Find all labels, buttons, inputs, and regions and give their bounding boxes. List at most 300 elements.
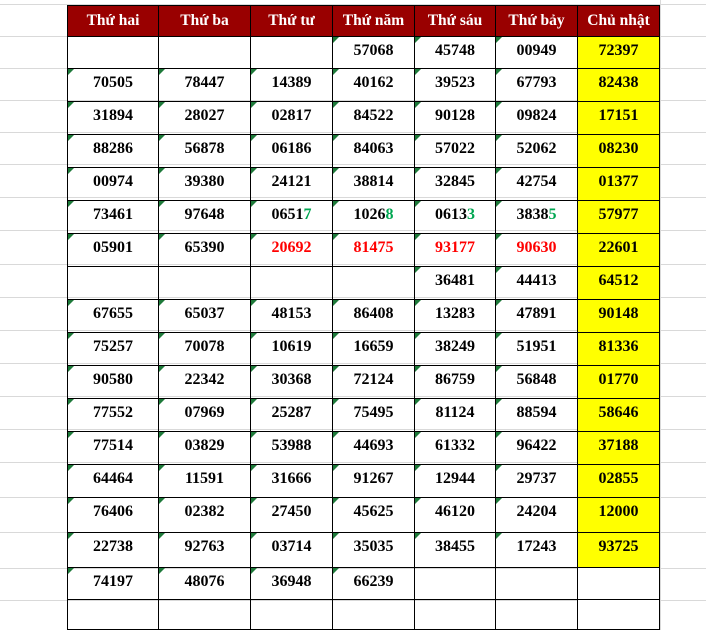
cell-value: 03714 xyxy=(271,538,312,555)
column-header-thu-sau[interactable]: Thứ sáu xyxy=(415,6,496,37)
cell-comment-flag-icon xyxy=(496,135,502,141)
cell-value: 22342 xyxy=(184,371,225,388)
table-cell[interactable] xyxy=(251,267,333,300)
cell-value: 17243 xyxy=(516,538,557,555)
cell-value: 67793 xyxy=(516,74,557,91)
cell-value: 78447 xyxy=(184,74,225,91)
table-cell[interactable] xyxy=(159,234,251,267)
table-cell[interactable] xyxy=(251,600,333,630)
table-cell[interactable] xyxy=(251,432,333,465)
table-cell[interactable] xyxy=(333,498,415,533)
table-cell[interactable] xyxy=(159,168,251,201)
table-row xyxy=(68,135,660,168)
cell-comment-flag-icon xyxy=(333,135,339,141)
cell-comment-flag-icon xyxy=(68,102,74,108)
table-cell[interactable] xyxy=(159,465,251,498)
cell-value: 17151 xyxy=(598,107,639,124)
table-row xyxy=(68,201,660,234)
cell-value: 31894 xyxy=(93,107,133,124)
table-cell[interactable] xyxy=(159,498,251,533)
cell-comment-flag-icon xyxy=(159,300,165,306)
cell-value xyxy=(354,206,394,224)
table-cell[interactable] xyxy=(415,168,496,201)
cell-comment-flag-icon xyxy=(251,234,257,240)
cell-comment-flag-icon xyxy=(415,432,421,438)
cell-comment-flag-icon xyxy=(333,498,339,504)
cell-value: 48153 xyxy=(271,305,312,322)
cell-comment-flag-icon xyxy=(496,366,502,372)
table-cell[interactable] xyxy=(496,498,578,533)
cell-comment-flag-icon xyxy=(159,568,165,574)
column-header-thu-bay[interactable]: Thứ bảy xyxy=(496,6,578,37)
cell-comment-flag-icon xyxy=(159,399,165,405)
table-cell[interactable] xyxy=(251,498,333,533)
table-cell[interactable] xyxy=(333,102,415,135)
table-cell[interactable] xyxy=(159,300,251,333)
cell-value: 90128 xyxy=(435,107,475,124)
table-row xyxy=(68,234,660,267)
column-header-thu-ba[interactable]: Thứ ba xyxy=(159,6,251,37)
table-cell[interactable] xyxy=(251,37,333,69)
table-cell[interactable] xyxy=(415,399,496,432)
table-cell[interactable] xyxy=(333,69,415,102)
table-cell[interactable] xyxy=(415,102,496,135)
table-cell[interactable] xyxy=(68,102,159,135)
cell-value: 65037 xyxy=(184,305,225,322)
table-row xyxy=(68,432,660,465)
table-cell[interactable] xyxy=(159,102,251,135)
table-cell[interactable] xyxy=(415,568,496,600)
cell-value: 88594 xyxy=(516,404,557,421)
cell-comment-flag-icon xyxy=(333,234,339,240)
cell-value: 65390 xyxy=(184,239,225,256)
table-cell[interactable] xyxy=(159,600,251,630)
table-cell[interactable] xyxy=(578,69,660,102)
cell-value: 02382 xyxy=(184,503,225,520)
cell-comment-flag-icon xyxy=(496,465,502,471)
cell-comment-flag-icon xyxy=(496,234,502,240)
cell-comment-flag-icon xyxy=(251,533,257,539)
table-cell[interactable] xyxy=(333,267,415,300)
cell-value: 81336 xyxy=(598,338,639,355)
cell-value: 56848 xyxy=(516,371,557,388)
cell-value: 93177 xyxy=(435,239,475,256)
table-cell[interactable] xyxy=(578,37,660,69)
table-row xyxy=(68,533,660,568)
table-cell[interactable] xyxy=(68,399,159,432)
cell-comment-flag-icon xyxy=(415,267,421,273)
cell-comment-flag-icon xyxy=(333,102,339,108)
cell-value: 06186 xyxy=(271,140,312,157)
cell-value: 37188 xyxy=(598,437,639,454)
cell-comment-flag-icon xyxy=(159,135,165,141)
cell-value-last-digit: 7 xyxy=(303,206,312,223)
cell-comment-flag-icon xyxy=(333,399,339,405)
table-cell[interactable] xyxy=(68,333,159,366)
cell-comment-flag-icon xyxy=(333,37,339,43)
cell-comment-flag-icon xyxy=(496,37,502,43)
cell-comment-flag-icon xyxy=(333,69,339,75)
table-cell[interactable] xyxy=(496,267,578,300)
table-row xyxy=(68,366,660,399)
table-cell[interactable] xyxy=(333,399,415,432)
table-cell[interactable] xyxy=(333,333,415,366)
cell-comment-flag-icon xyxy=(159,498,165,504)
table-cell[interactable] xyxy=(68,69,159,102)
cell-value: 25287 xyxy=(271,404,312,421)
table-cell[interactable] xyxy=(68,533,159,568)
cell-comment-flag-icon xyxy=(333,300,339,306)
table-cell[interactable] xyxy=(415,600,496,630)
cell-value: 81475 xyxy=(353,239,394,256)
cell-value-digits: 1026 xyxy=(353,206,386,223)
cell-value: 58646 xyxy=(598,404,639,421)
table-cell[interactable] xyxy=(578,168,660,201)
table-cell[interactable] xyxy=(68,600,159,630)
cell-value: 36481 xyxy=(435,272,475,289)
cell-value: 57977 xyxy=(598,206,639,223)
column-header-thu-hai[interactable]: Thứ hai xyxy=(68,6,159,37)
table-cell[interactable] xyxy=(251,69,333,102)
table-cell[interactable] xyxy=(333,300,415,333)
table-cell[interactable] xyxy=(415,69,496,102)
cell-comment-flag-icon xyxy=(251,201,257,207)
cell-value: 05901 xyxy=(93,239,133,256)
cell-value: 36948 xyxy=(271,573,312,590)
cell-comment-flag-icon xyxy=(159,201,165,207)
cell-value: 72397 xyxy=(598,42,639,59)
table-cell[interactable] xyxy=(68,300,159,333)
cell-comment-flag-icon xyxy=(415,399,421,405)
table-cell[interactable] xyxy=(251,366,333,399)
cell-value: 42754 xyxy=(516,173,557,190)
cell-value: 09824 xyxy=(516,107,557,124)
table-cell[interactable] xyxy=(68,168,159,201)
table-cell[interactable] xyxy=(415,498,496,533)
table-cell[interactable] xyxy=(333,135,415,168)
table-cell[interactable] xyxy=(496,533,578,568)
table-cell[interactable] xyxy=(496,432,578,465)
table-cell[interactable] xyxy=(68,432,159,465)
table-cell[interactable] xyxy=(496,465,578,498)
cell-comment-flag-icon xyxy=(251,333,257,339)
table-cell[interactable] xyxy=(578,399,660,432)
table-cell[interactable] xyxy=(159,432,251,465)
table-cell[interactable] xyxy=(496,300,578,333)
table-row xyxy=(68,168,660,201)
table-row xyxy=(68,498,660,533)
cell-comment-flag-icon xyxy=(415,168,421,174)
table-cell[interactable] xyxy=(578,366,660,399)
lottery-results-table xyxy=(67,5,660,630)
cell-value: 90148 xyxy=(598,305,639,322)
cell-value: 57068 xyxy=(353,42,394,59)
cell-value: 27450 xyxy=(271,503,312,520)
cell-value: 02855 xyxy=(598,470,639,487)
table-cell[interactable] xyxy=(415,267,496,300)
table-cell[interactable] xyxy=(159,366,251,399)
cell-value: 48076 xyxy=(184,573,225,590)
table-cell[interactable] xyxy=(578,432,660,465)
table-cell[interactable] xyxy=(159,399,251,432)
cell-value: 77514 xyxy=(93,437,133,454)
cell-comment-flag-icon xyxy=(251,432,257,438)
cell-comment-flag-icon xyxy=(496,102,502,108)
table-cell[interactable] xyxy=(578,135,660,168)
cell-value: 38249 xyxy=(435,338,475,355)
table-row xyxy=(68,568,660,600)
table-cell[interactable] xyxy=(159,533,251,568)
cell-value: 40162 xyxy=(353,74,394,91)
table-cell[interactable] xyxy=(68,135,159,168)
cell-value: 61332 xyxy=(435,437,475,454)
cell-comment-flag-icon xyxy=(251,465,257,471)
cell-comment-flag-icon xyxy=(68,168,74,174)
table-cell[interactable] xyxy=(578,102,660,135)
cell-comment-flag-icon xyxy=(415,201,421,207)
table-cell[interactable] xyxy=(333,168,415,201)
cell-value: 01770 xyxy=(598,371,639,388)
table-cell[interactable] xyxy=(578,498,660,533)
table-cell[interactable] xyxy=(251,399,333,432)
cell-comment-flag-icon xyxy=(251,69,257,75)
cell-comment-flag-icon xyxy=(159,432,165,438)
column-header-thu-nam[interactable]: Thứ năm xyxy=(333,6,415,37)
table-cell[interactable] xyxy=(251,234,333,267)
cell-comment-flag-icon xyxy=(159,465,165,471)
table-cell[interactable] xyxy=(159,69,251,102)
cell-value: 90580 xyxy=(93,371,133,388)
table-row xyxy=(68,465,660,498)
cell-value: 24121 xyxy=(271,173,312,190)
cell-value: 22601 xyxy=(598,239,639,256)
table-cell[interactable] xyxy=(496,168,578,201)
cell-value: 47891 xyxy=(516,305,557,322)
cell-comment-flag-icon xyxy=(415,300,421,306)
cell-comment-flag-icon xyxy=(333,568,339,574)
cell-comment-flag-icon xyxy=(496,201,502,207)
cell-comment-flag-icon xyxy=(159,366,165,372)
cell-comment-flag-icon xyxy=(415,37,421,43)
cell-comment-flag-icon xyxy=(415,498,421,504)
cell-comment-flag-icon xyxy=(415,102,421,108)
cell-value: 64512 xyxy=(598,272,639,289)
table-cell[interactable] xyxy=(333,201,415,234)
table-cell[interactable] xyxy=(496,135,578,168)
cell-value: 97648 xyxy=(184,206,225,223)
cell-comment-flag-icon xyxy=(159,333,165,339)
table-row xyxy=(68,333,660,366)
cell-comment-flag-icon xyxy=(159,168,165,174)
table-cell[interactable] xyxy=(333,37,415,69)
table-cell[interactable] xyxy=(333,432,415,465)
cell-comment-flag-icon xyxy=(333,168,339,174)
table-cell[interactable] xyxy=(415,300,496,333)
table-cell[interactable] xyxy=(159,37,251,69)
table-cell[interactable] xyxy=(496,366,578,399)
cell-value: 53988 xyxy=(271,437,312,454)
cell-comment-flag-icon xyxy=(415,135,421,141)
cell-comment-flag-icon xyxy=(333,465,339,471)
table-cell[interactable] xyxy=(68,498,159,533)
cell-value: 13283 xyxy=(435,305,475,322)
cell-value: 02817 xyxy=(271,107,312,124)
cell-value: 86759 xyxy=(435,371,475,388)
table-cell[interactable] xyxy=(496,399,578,432)
table-cell[interactable] xyxy=(68,37,159,69)
cell-comment-flag-icon xyxy=(496,399,502,405)
table-cell[interactable] xyxy=(68,366,159,399)
table-cell[interactable] xyxy=(68,234,159,267)
table-cell[interactable] xyxy=(415,201,496,234)
cell-value: 12000 xyxy=(598,503,639,520)
cell-value: 44413 xyxy=(516,272,557,289)
cell-value xyxy=(272,206,312,224)
table-cell[interactable] xyxy=(251,568,333,600)
cell-comment-flag-icon xyxy=(333,333,339,339)
table-cell[interactable] xyxy=(578,568,660,600)
table-cell[interactable] xyxy=(251,201,333,234)
table-cell[interactable] xyxy=(496,333,578,366)
table-cell[interactable] xyxy=(496,37,578,69)
cell-value: 52062 xyxy=(516,140,557,157)
table-cell[interactable] xyxy=(496,201,578,234)
cell-value: 96422 xyxy=(516,437,557,454)
cell-value: 29737 xyxy=(516,470,557,487)
cell-comment-flag-icon xyxy=(333,533,339,539)
cell-value-last-digit: 8 xyxy=(385,206,394,223)
table-cell[interactable] xyxy=(578,201,660,234)
cell-comment-flag-icon xyxy=(159,69,165,75)
column-header-chu-nhat[interactable]: Chủ nhật xyxy=(578,6,660,37)
cell-value: 44693 xyxy=(353,437,394,454)
table-cell[interactable] xyxy=(159,333,251,366)
cell-comment-flag-icon xyxy=(496,267,502,273)
cell-value: 92763 xyxy=(184,538,225,555)
table-cell[interactable] xyxy=(578,234,660,267)
cell-value: 45625 xyxy=(353,503,394,520)
cell-value: 93725 xyxy=(598,538,639,555)
cell-value: 75495 xyxy=(353,404,394,421)
cell-comment-flag-icon xyxy=(333,432,339,438)
cell-comment-flag-icon xyxy=(159,102,165,108)
table-cell[interactable] xyxy=(415,366,496,399)
table-cell[interactable] xyxy=(496,600,578,630)
table-cell[interactable] xyxy=(251,333,333,366)
cell-value-digits: 0651 xyxy=(271,206,304,223)
table-cell[interactable] xyxy=(578,600,660,630)
cell-comment-flag-icon xyxy=(68,201,74,207)
cell-value: 38814 xyxy=(353,173,394,190)
cell-value: 86408 xyxy=(353,305,394,322)
table-cell[interactable] xyxy=(68,568,159,600)
cell-value: 39523 xyxy=(435,74,475,91)
table-cell[interactable] xyxy=(333,568,415,600)
cell-value: 07969 xyxy=(184,404,225,421)
column-header-thu-tu[interactable]: Thứ tư xyxy=(251,6,333,37)
table-cell[interactable] xyxy=(68,465,159,498)
table-cell[interactable] xyxy=(415,432,496,465)
table-cell[interactable] xyxy=(333,465,415,498)
table-cell[interactable] xyxy=(159,267,251,300)
cell-value: 38455 xyxy=(435,538,475,555)
table-cell[interactable] xyxy=(251,300,333,333)
table-cell[interactable] xyxy=(159,568,251,600)
table-cell[interactable] xyxy=(333,600,415,630)
table-row xyxy=(68,69,660,102)
cell-value: 84522 xyxy=(353,107,394,124)
table-row xyxy=(68,267,660,300)
table-cell[interactable] xyxy=(578,465,660,498)
table-cell[interactable] xyxy=(415,333,496,366)
table-cell[interactable] xyxy=(415,37,496,69)
header-row xyxy=(68,6,660,37)
table-cell[interactable] xyxy=(415,234,496,267)
cell-value: 08230 xyxy=(598,140,639,157)
table-cell[interactable] xyxy=(578,267,660,300)
table-cell[interactable] xyxy=(159,201,251,234)
cell-comment-flag-icon xyxy=(68,234,74,240)
cell-value: 00974 xyxy=(93,173,133,190)
cell-comment-flag-icon xyxy=(496,168,502,174)
cell-value: 10619 xyxy=(271,338,312,355)
table-cell[interactable] xyxy=(578,533,660,568)
cell-comment-flag-icon xyxy=(496,333,502,339)
table-cell[interactable] xyxy=(159,135,251,168)
cell-value: 84063 xyxy=(353,140,394,157)
cell-value: 22738 xyxy=(93,538,133,555)
cell-value: 51951 xyxy=(516,338,557,355)
cell-value: 70078 xyxy=(184,338,225,355)
cell-comment-flag-icon xyxy=(496,498,502,504)
table-cell[interactable] xyxy=(415,465,496,498)
cell-value: 32845 xyxy=(435,173,475,190)
table-row xyxy=(68,399,660,432)
table-cell[interactable] xyxy=(578,300,660,333)
table-cell[interactable] xyxy=(415,135,496,168)
table-cell[interactable] xyxy=(251,102,333,135)
cell-value: 74197 xyxy=(93,573,133,590)
table-cell[interactable] xyxy=(496,69,578,102)
table-cell[interactable] xyxy=(251,465,333,498)
table-cell[interactable] xyxy=(333,533,415,568)
cell-comment-flag-icon xyxy=(68,333,74,339)
table-cell[interactable] xyxy=(496,234,578,267)
table-cell[interactable] xyxy=(68,267,159,300)
cell-comment-flag-icon xyxy=(68,366,74,372)
cell-comment-flag-icon xyxy=(68,69,74,75)
cell-value: 30368 xyxy=(271,371,312,388)
cell-comment-flag-icon xyxy=(333,201,339,207)
table-cell[interactable] xyxy=(251,135,333,168)
table-cell[interactable] xyxy=(496,102,578,135)
cell-comment-flag-icon xyxy=(251,498,257,504)
cell-comment-flag-icon xyxy=(415,533,421,539)
table-cell[interactable] xyxy=(68,201,159,234)
table-cell[interactable] xyxy=(415,533,496,568)
cell-value: 77552 xyxy=(93,404,133,421)
table-cell[interactable] xyxy=(496,568,578,600)
table-cell[interactable] xyxy=(251,533,333,568)
cell-comment-flag-icon xyxy=(68,568,74,574)
cell-comment-flag-icon xyxy=(68,533,74,539)
table-cell[interactable] xyxy=(251,168,333,201)
cell-value: 28027 xyxy=(184,107,225,124)
table-cell[interactable] xyxy=(333,234,415,267)
table-cell[interactable] xyxy=(333,366,415,399)
table-cell[interactable] xyxy=(578,333,660,366)
cell-value-digits: 3838 xyxy=(516,206,549,223)
